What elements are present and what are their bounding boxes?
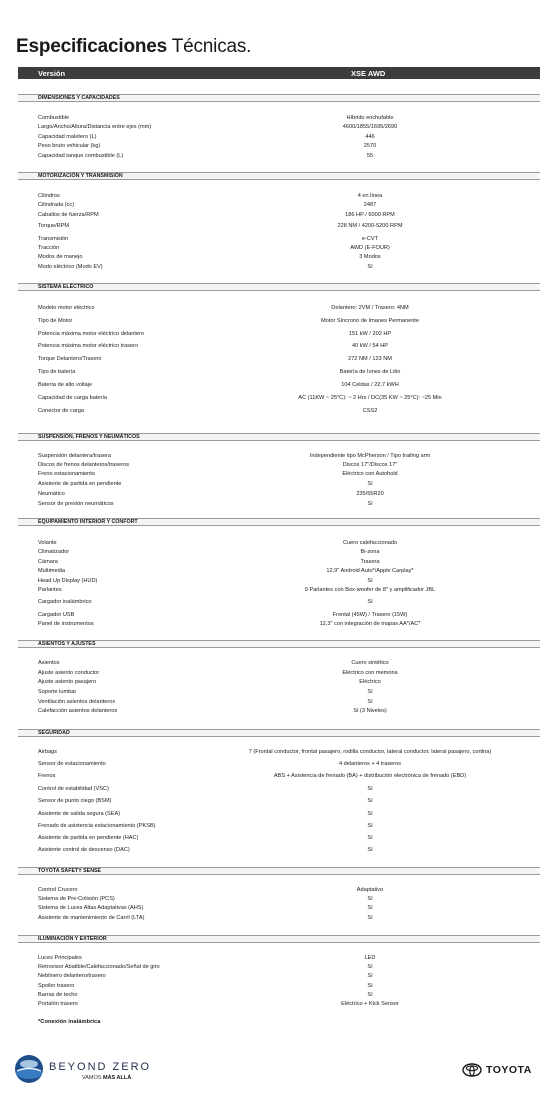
spec-label: Tipo de Motor	[38, 318, 73, 324]
spec-row	[18, 797, 540, 806]
spec-label: Peso bruto vehicular (kg)	[38, 143, 101, 149]
section-header: ASIENTOS Y AJUSTES	[18, 640, 540, 648]
spec-label: Multimedia	[38, 568, 66, 574]
spec-value: Híbrido enchufable	[346, 115, 394, 121]
globe-icon	[14, 1054, 44, 1084]
section-header: EQUIPAMIENTO INTERIOR Y CONFORT	[18, 518, 540, 526]
section-header: SISTEMA ELÉCTRICO	[18, 283, 540, 291]
spec-value: Eléctrico	[359, 679, 381, 685]
toyota-wordmark: TOYOTA	[486, 1064, 532, 1076]
spec-label: Asistente de partida en pendiente (HAC)	[38, 835, 139, 841]
spec-row	[18, 490, 540, 499]
section-header: TOYOTA SAFETY SENSE	[18, 867, 540, 875]
spec-value: LED	[364, 955, 376, 961]
spec-value: Sí	[367, 983, 373, 989]
spec-value: Sí	[367, 905, 373, 911]
spec-value: ABS + Asistencia de frenado (BA) + distribución electrónica de frenado (EBD)	[273, 773, 467, 779]
spec-value: Sí	[367, 786, 373, 792]
spec-value: CSS2	[362, 408, 378, 414]
spec-label: Combustible	[38, 115, 70, 121]
section-header: SEGURIDAD	[18, 729, 540, 737]
spec-value: 235/55R20	[356, 491, 384, 497]
spec-label: Capacidad tanque combustible (L)	[38, 153, 124, 159]
spec-label: Cilindrada (cc)	[38, 202, 75, 208]
spec-label: Neblinero delantero/trasero	[38, 973, 106, 979]
spec-row	[18, 698, 540, 707]
spec-label: Climatizador	[38, 549, 70, 555]
spec-label: Torque Delantero/Trasero	[38, 356, 102, 362]
spec-label: Caballos de fuerza/RPM	[38, 212, 99, 218]
spec-row	[18, 904, 540, 913]
spec-row	[18, 846, 540, 855]
tagline-part-b: MÁS ALLÁ	[103, 1075, 132, 1081]
spec-label: Cargador USB	[38, 612, 75, 618]
spec-label: Luces Principales	[38, 955, 82, 961]
section-header: SUSPENSIÓN, FRENOS Y NEUMÁTICOS	[18, 433, 540, 441]
spec-label: Sistema de Luces Altas Adaptativas (AHS)	[38, 905, 144, 911]
spec-row	[18, 500, 540, 509]
title-light: Técnicas.	[167, 36, 252, 57]
section-header: ILUMINACIÓN Y EXTERIOR	[18, 935, 540, 943]
spec-value: Sí	[367, 973, 373, 979]
spec-value: Independiente tipo McPherson / Tipo trailing arm	[309, 453, 431, 459]
spec-row	[18, 342, 540, 351]
spec-row	[18, 558, 540, 567]
spec-label: Modelo motor eléctrico	[38, 305, 95, 311]
spec-value: Sí	[367, 915, 373, 921]
spec-value: Bi-zona	[360, 549, 380, 555]
section-header: MOTORIZACIÓN Y TRANSMISIÓN	[18, 172, 540, 180]
spec-value: Trasera	[360, 559, 380, 565]
spec-value: Sí	[367, 992, 373, 998]
spec-value: Sí	[367, 481, 373, 487]
spec-row	[18, 394, 540, 403]
spec-row	[18, 211, 540, 220]
spec-label: Conector de carga	[38, 408, 85, 414]
spec-label: Suspensión delantera/trasera	[38, 453, 112, 459]
spec-row	[18, 407, 540, 416]
spec-row	[18, 886, 540, 895]
spec-row	[18, 123, 540, 132]
spec-row	[18, 461, 540, 470]
spec-label: Freno estacionamiento	[38, 471, 95, 477]
spec-label: Volante	[38, 540, 57, 546]
spec-label: Spoiler trasero	[38, 983, 75, 989]
spec-label: Sistema de Pre-Colisión (PCS)	[38, 896, 115, 902]
spec-row	[18, 253, 540, 262]
spec-value: Eléctrico con Autohold	[342, 471, 398, 477]
spec-label: Asientos	[38, 660, 60, 666]
spec-row	[18, 598, 540, 607]
spec-row	[18, 201, 540, 210]
spec-label: Asistente de mantenimiento de Carril (LTA)	[38, 915, 145, 921]
spec-row	[18, 669, 540, 678]
spec-row	[18, 470, 540, 479]
spec-label: Ajuste asiento conductor	[38, 670, 100, 676]
spec-value: Motor Síncrono de Imanes Permanente	[321, 318, 419, 324]
spec-label: Ajuste asiento pasajero	[38, 679, 97, 685]
spec-value: Sí	[367, 689, 373, 695]
spec-label: Tracción	[38, 245, 60, 251]
spec-value: Sí	[367, 896, 373, 902]
spec-label: Parlantes	[38, 587, 62, 593]
toyota-emblem-icon	[462, 1063, 482, 1077]
spec-row	[18, 620, 540, 629]
brand-name: BEYOND ZERO	[49, 1061, 152, 1073]
spec-value: Delantero: 2VM / Trasero: 4NM	[331, 305, 409, 311]
spec-value: Sí	[367, 699, 373, 705]
spec-row	[18, 355, 540, 364]
spec-label: Discos de frenos delanteros/traseros	[38, 462, 130, 468]
spec-label: Batería de alto voltaje	[38, 382, 93, 388]
spec-row	[18, 785, 540, 794]
spec-value: Discos 17"/Discos 17"	[342, 462, 398, 468]
toyota-logo	[462, 1062, 542, 1082]
spec-value: e-CVT	[361, 236, 379, 242]
spec-row	[18, 834, 540, 843]
spec-row	[18, 142, 540, 151]
spec-row	[18, 659, 540, 668]
spec-value: Sí	[367, 823, 373, 829]
version-model: XSE AWD	[351, 69, 386, 78]
spec-value: 2487	[363, 202, 377, 208]
footnote: *Conexión inalámbrica	[38, 1019, 101, 1025]
spec-value: 7 (Frontal conductor, frontal pasajero, rodilla conductor, lateral conductor, lateral pasajero, cortina)	[248, 749, 492, 755]
spec-label: Cámara	[38, 559, 58, 565]
spec-label: Frenos	[38, 773, 56, 779]
spec-label: Control Crucero	[38, 887, 78, 893]
spec-label: Panel de instrumentos	[38, 621, 94, 627]
spec-row	[18, 192, 540, 201]
spec-row	[18, 244, 540, 253]
beyond-zero-logo	[14, 1050, 214, 1090]
spec-value: AC (11KW ~ 25°C): ~ 2 Hrs / DC(35 KW ~ 25°C): ~25 Min	[298, 395, 442, 401]
spec-row	[18, 330, 540, 339]
spec-value: 151 kW / 202 HP	[348, 331, 392, 337]
spec-label: Ventilación asientos delanteros	[38, 699, 116, 705]
spec-label: Soporte lumbar	[38, 689, 77, 695]
spec-row	[18, 748, 540, 757]
spec-value: 4600/1855/1695/2690	[342, 124, 398, 130]
spec-label: Calefacción asientos delanteros	[38, 708, 118, 714]
spec-row	[18, 972, 540, 981]
spec-label: Asistente de partida en pendiente	[38, 481, 122, 487]
spec-label: Potencia máxima motor eléctrico trasero	[38, 343, 139, 349]
spec-row	[18, 548, 540, 557]
spec-row	[18, 381, 540, 390]
version-label: Versión	[38, 69, 66, 78]
spec-value: Adaptativo	[356, 887, 384, 893]
spec-label: Head Up Display (HUD)	[38, 578, 98, 584]
spec-row	[18, 760, 540, 769]
spec-value: 55	[366, 153, 374, 159]
spec-row	[18, 235, 540, 244]
spec-label: Sensor de punto ciego (BSM)	[38, 798, 112, 804]
spec-value: Sí	[367, 578, 373, 584]
spec-label: Asistente control de descenso (DAC)	[38, 847, 130, 853]
spec-row	[18, 133, 540, 142]
spec-label: Torque/RPM	[38, 223, 70, 229]
spec-label: Control de estabilidad (VSC)	[38, 786, 109, 792]
spec-label: Modo eléctrico (Modo EV)	[38, 264, 103, 270]
spec-row	[18, 368, 540, 377]
spec-row	[18, 152, 540, 161]
spec-value: Eléctrico + Kick Sensor	[341, 1001, 399, 1007]
spec-row	[18, 963, 540, 972]
spec-value: 12,3" con integración de mapas AA*/AC*	[319, 621, 421, 627]
spec-value: Sí	[367, 835, 373, 841]
spec-value: Cuero calefaccionado	[342, 540, 398, 546]
spec-value: 446	[365, 134, 375, 140]
brand-tagline	[82, 1075, 133, 1081]
spec-row	[18, 222, 540, 231]
spec-label: Tipo de batería	[38, 369, 76, 375]
section-header: DIMENSIONES Y CAPACIDADES	[18, 94, 540, 102]
spec-label: Asistente de salida segura (SEA)	[38, 811, 121, 817]
spec-row	[18, 688, 540, 697]
spec-value: 3 Modos	[359, 254, 381, 260]
spec-value: Frontal (45W) / Trasero (15W)	[332, 612, 408, 618]
spec-value: 4 en línea	[357, 193, 383, 199]
spec-value: Sí	[367, 811, 373, 817]
spec-row	[18, 567, 540, 576]
spec-label: Sensor de estacionamiento	[38, 761, 106, 767]
spec-row	[18, 707, 540, 716]
spec-label: Modos de manejo	[38, 254, 83, 260]
spec-value: 104 Celdas / 22,7 kWH	[341, 382, 399, 388]
spec-row	[18, 317, 540, 326]
spec-row	[18, 822, 540, 831]
page-title	[16, 36, 251, 58]
spec-label: Frenado de asistencia estacionamiento (PKSB)	[38, 823, 156, 829]
spec-row	[18, 539, 540, 548]
spec-row	[18, 1000, 540, 1009]
spec-row	[18, 991, 540, 1000]
spec-row	[18, 810, 540, 819]
spec-row	[18, 586, 540, 595]
tagline-part-a: VAMOS	[82, 1075, 103, 1081]
spec-row	[18, 678, 540, 687]
spec-value: 12,9" Android Auto*/Apple Carplay*	[326, 568, 414, 574]
spec-label: Barras de techo	[38, 992, 78, 998]
spec-value: Sí	[367, 964, 373, 970]
spec-label: Potencia máxima motor eléctrico delantero	[38, 331, 145, 337]
spec-row	[18, 114, 540, 123]
spec-value: Sí	[367, 599, 373, 605]
spec-value: Sí	[367, 847, 373, 853]
spec-value: Eléctrico con memoria	[342, 670, 398, 676]
spec-value: Sí	[367, 501, 373, 507]
spec-value: 9 Parlantes con Box-woofer de 8" y amplificador JBL	[304, 587, 436, 593]
spec-label: Neumático	[38, 491, 65, 497]
spec-value: Batería de Iones de Litio	[339, 369, 401, 375]
spec-label: Retrovisor Abatible/Calefaccionado/Señal de giro	[38, 964, 160, 970]
spec-value: AWD (E-FOUR)	[350, 245, 390, 251]
spec-row	[18, 452, 540, 461]
spec-value: 272 NM / 123 NM	[348, 356, 392, 362]
spec-row	[18, 914, 540, 923]
spec-label: Largo/Ancho/Altura/Distancia entre ejes (mm)	[38, 124, 152, 130]
spec-value: Sí	[367, 264, 373, 270]
version-header-bar	[18, 67, 540, 79]
spec-label: Transmisión	[38, 236, 69, 242]
spec-value: 186 HP / 6000 RPM	[345, 212, 395, 218]
spec-label: Portalón trasero	[38, 1001, 78, 1007]
spec-value: 2570	[363, 143, 377, 149]
spec-label: Capacidad maletero (L)	[38, 134, 97, 140]
spec-row	[18, 895, 540, 904]
spec-label: Sensor de presión neumáticos	[38, 501, 114, 507]
spec-value: 40 kW / 54 HP	[351, 343, 389, 349]
spec-value: Cuero sintético	[351, 660, 389, 666]
spec-row	[18, 263, 540, 272]
tagline-part-c: .	[131, 1075, 133, 1081]
spec-row	[18, 611, 540, 620]
spec-label: Cilindros	[38, 193, 60, 199]
spec-row	[18, 480, 540, 489]
spec-value: Sí (3 Niveles)	[353, 708, 387, 714]
spec-value: 4 delanteros + 4 traseros	[338, 761, 402, 767]
spec-row	[18, 577, 540, 586]
title-bold: Especificaciones	[16, 36, 167, 57]
spec-value: 228 NM / 4200-5200 RPM	[337, 223, 403, 229]
spec-value: Sí	[367, 798, 373, 804]
spec-row	[18, 304, 540, 313]
spec-row	[18, 954, 540, 963]
spec-label: Cargador inalámbrico	[38, 599, 92, 605]
spec-row	[18, 772, 540, 781]
spec-label: Capacidad de carga batería	[38, 395, 108, 401]
spec-row	[18, 982, 540, 991]
spec-label: Airbags	[38, 749, 57, 755]
